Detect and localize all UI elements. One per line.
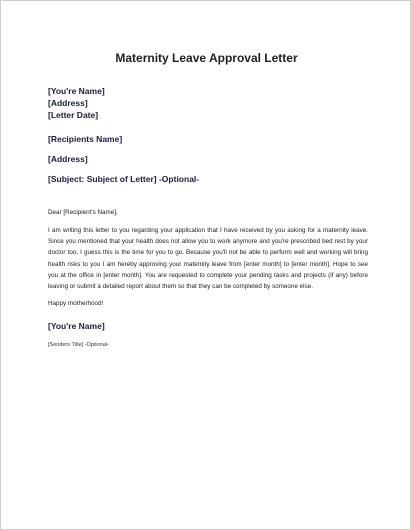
closing-line: Happy motherhood! <box>48 300 104 307</box>
letter-subject: [Subject: Subject of Letter] -Optional- <box>48 174 200 184</box>
sender-name: [You're Name] <box>48 86 105 96</box>
recipient-address: [Address] <box>48 154 88 164</box>
salutation: Dear [Recipient's Name], <box>48 209 118 216</box>
sender-address: [Address] <box>48 98 88 108</box>
recipient-name: [Recipients Name] <box>48 134 123 144</box>
sender-block <box>48 85 105 121</box>
letter-title: Maternity Leave Approval Letter <box>115 51 298 65</box>
letter-date: [Letter Date] <box>48 110 99 120</box>
signature-name: [You're Name] <box>48 321 105 331</box>
sender-title: [Senders Title] -Optional- <box>48 342 109 348</box>
letter-body: I am writing this letter to you regarding your application that I have received by you asking for a maternity leave. Since you mentioned that your health does not allow you to work anymore and you're prescribed bed rest by your doctor too, I guess this is the time for you to go. Because you'll not be able to perform well and working will bring health risks to you I am hereby approving your maternity leave from [enter month] to [enter month]. Hope to see you at the office in [enter month]. You are requested to complete your pending tasks and projects (if any) before leaving or submit a detailed report about them so that they can be completed by someone else. <box>48 227 368 291</box>
